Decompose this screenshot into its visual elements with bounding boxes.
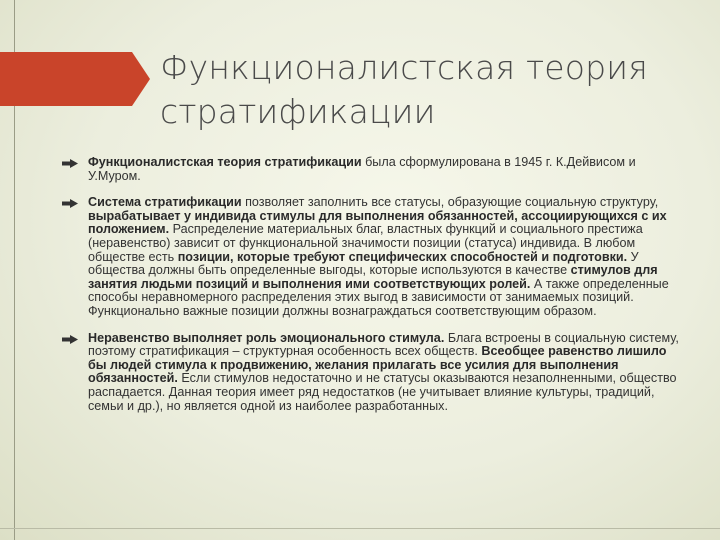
bullet-text (88, 331, 679, 413)
text-segment: Если стимулов недостаточно и не статусы оказываются незаполненными, общество распадается. Данная теория имеет ряд недостатков (не учитывает влияние культуры, традиций, семьи и др.), но является одной из наиболее разработанных. (88, 371, 677, 413)
bold-text-segment: Всеобщее равенство лишило бы людей стимула к продвижению, желания прилагать все усилия для выполнения обязанностей. (88, 344, 667, 386)
bold-text-segment: стимулов для занятия людьми позиций и выполнения ими соответствующих ролей. (88, 263, 658, 291)
arrow-bullet-icon (62, 159, 78, 168)
title-line-1: Функционалистская теория (160, 48, 648, 87)
bold-text-segment: Функционалистская теория стратификации (88, 155, 362, 169)
bold-text-segment: вырабатывает у индивида стимулы для выполнения обязанностей, ассоциирующихся с их положением. (88, 208, 667, 237)
bold-text-segment: Неравенство выполняет роль эмоционального стимула. (88, 330, 445, 345)
text-segment: Распределение материальных благ, властных функций и социального престижа (неравенство) зависит от функциональной значимости позиции (статуса) индивида. В любом обществе есть (88, 222, 643, 264)
bullet-text (88, 155, 636, 183)
bottom-border-line (0, 528, 720, 529)
bullet-text (88, 195, 669, 318)
text-segment: Блага встроены в социальную систему, поэтому стратификация – структурная особенность всех обществ. (88, 330, 679, 359)
arrow-bullet-icon (62, 199, 78, 208)
bold-text-segment: Система стратификации (88, 195, 242, 210)
bullet-list (62, 156, 682, 426)
bullet-item (62, 156, 682, 183)
text-segment: была сформулирована в 1945 г. К.Дейвисом и У.Муром. (88, 155, 636, 183)
title-accent-bar (0, 52, 150, 106)
text-segment: У общества должны быть определенные выгоды, которые используются в качестве (88, 249, 639, 278)
bullet-item (62, 332, 682, 414)
text-segment: позволяет заполнить все статусы, образующие социальную структуру, (241, 195, 659, 210)
title-line-2: стратификации (160, 92, 436, 131)
bold-text-segment: позиции, которые требуют специфических способностей и подготовки. (177, 249, 628, 264)
bullet-item (62, 196, 682, 318)
arrow-bullet-icon (62, 335, 78, 344)
slide-title (160, 46, 700, 134)
text-segment: А также определенные способы неравномерного распределения этих выгод в зависимости от занимаемых позиций. Функционально важные позиции должны вознаграждаться соответствующим образом. (88, 276, 669, 318)
